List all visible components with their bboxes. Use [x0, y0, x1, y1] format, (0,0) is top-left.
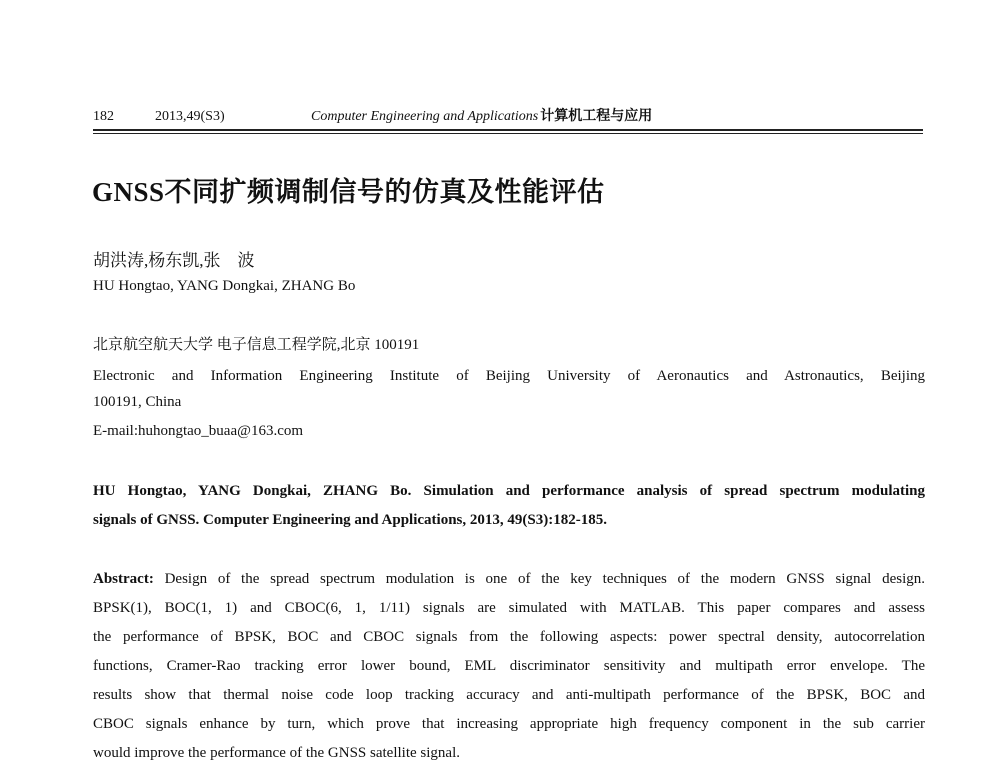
- abstract-line-7: would improve the performance of the GNSS satellite signal.: [93, 745, 460, 761]
- header-rule-thin: [93, 133, 923, 134]
- affiliation-en-line2: 100191, China: [93, 394, 182, 410]
- header-rule-thick: [93, 129, 923, 131]
- authors-cn: 胡洪涛,杨东凯,张 波: [93, 251, 255, 270]
- abstract-line-1-text: Design of the spread spectrum modulation is one of the key techniques of the modern GNSS signal design.: [164, 571, 926, 587]
- header-issue: 2013,49(S3): [155, 109, 225, 124]
- author-email: E-mail:huhongtao_buaa@163.com: [93, 423, 304, 439]
- citation-line-2: signals of GNSS. Computer Engineering and Applications, 2013, 49(S3):182-185.: [93, 512, 607, 528]
- abstract-line-2: BPSK(1), BOC(1, 1) and CBOC(6, 1, 1/11) signals are simulated with MATLAB. This paper compares and assess: [93, 600, 925, 616]
- header-page-number: 182: [93, 109, 114, 124]
- abstract: [93, 565, 926, 761]
- citation: [93, 477, 925, 535]
- abstract-line-3: the performance of BPSK, BOC and CBOC signals from the following aspects: power spectral density, autocorrelation: [93, 629, 925, 645]
- running-header: [93, 107, 923, 127]
- affiliation-en-line1: Electronic and Information Engineering Institute of Beijing University of Aeronautics and Astronautics, Beijing: [93, 368, 925, 384]
- abstract-line-4: functions, Cramer-Rao tracking error lower bound, EML discriminator sensitivity and multipath error envelope. The: [93, 658, 925, 674]
- header-journal: [311, 107, 652, 127]
- affiliation-cn: 北京航空航天大学 电子信息工程学院,北京 100191: [93, 337, 420, 353]
- abstract-label: Abstract:: [93, 571, 154, 587]
- abstract-line-5: results show that thermal noise code loop tracking accuracy and anti-multipath performance of the BPSK, BOC and: [93, 687, 925, 703]
- header-journal-cn: 计算机工程与应用: [540, 109, 653, 124]
- authors-en: HU Hongtao, YANG Dongkai, ZHANG Bo: [93, 278, 356, 294]
- paper-title: GNSS不同扩频调制信号的仿真及性能评估: [92, 177, 605, 207]
- citation-line-1: HU Hongtao, YANG Dongkai, ZHANG Bo. Simulation and performance analysis of spread spectrum modulating: [93, 483, 925, 499]
- header-journal-en: Computer Engineering and Applications: [311, 109, 539, 124]
- abstract-line-1: [93, 565, 925, 594]
- abstract-line-6: CBOC signals enhance by turn, which prove that increasing appropriate high frequency component in the sub carrier: [93, 716, 925, 732]
